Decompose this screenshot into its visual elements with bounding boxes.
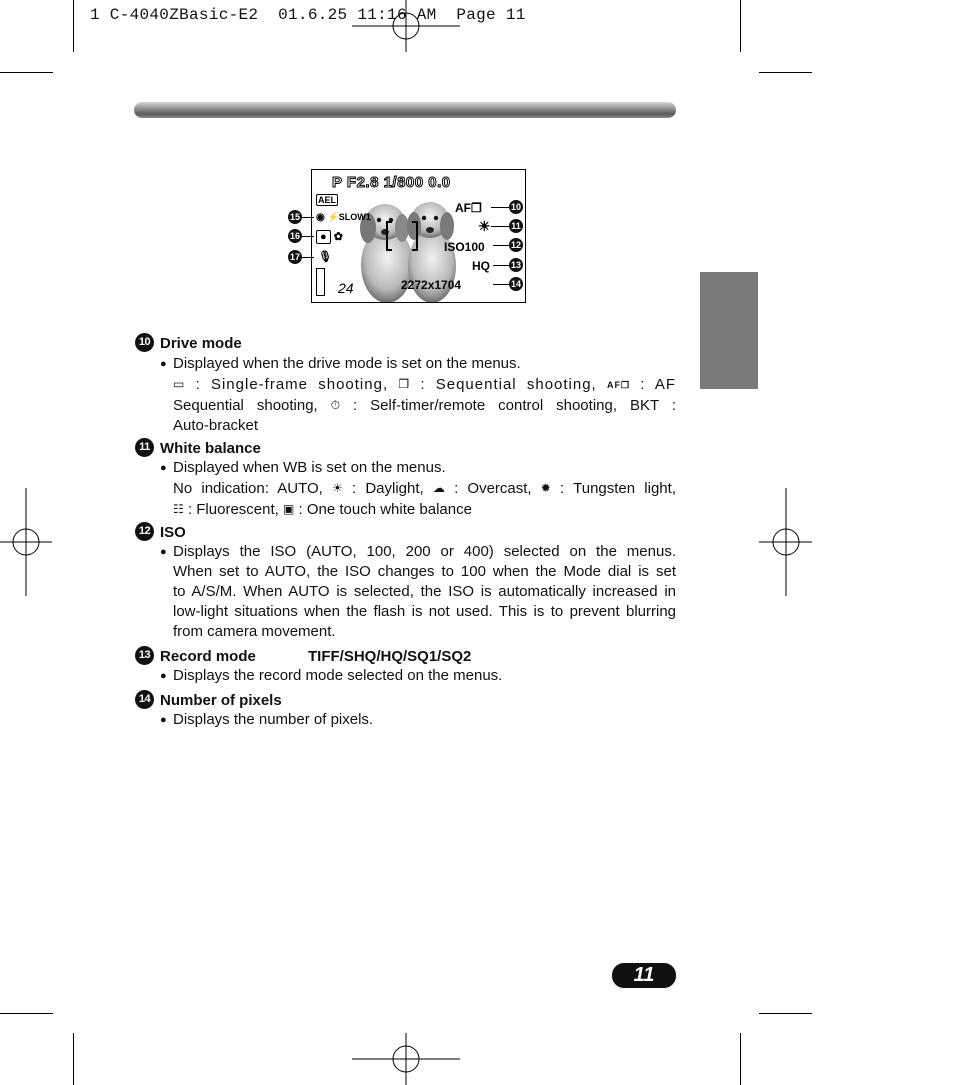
callout-16: 16 [289,231,300,241]
section-title-number-of-pixels: Number of pixels [160,692,282,709]
af-sequential-icon: AF❐ [606,380,631,390]
leader-line [302,257,314,258]
print-header: 1 C-4040ZBasic-E2 01.6.25 11:16 AM Page 11 [90,6,526,24]
callout-17: 17 [289,252,300,262]
number-of-pixels-text: Displays the number of pixels. [173,711,374,728]
one-touch-wb-icon: ▣ [282,502,295,516]
leader-line [302,217,314,218]
callout-12: 12 [510,240,521,250]
chapter-tab [700,272,758,389]
header-rule [134,102,676,118]
section-title-drive-mode: Drive mode [160,335,242,352]
leader-line [493,265,509,266]
self-timer-icon: ⏱ [330,398,341,412]
section-number-13: 13 [135,646,154,665]
spot-metering-icon: ● [316,230,331,244]
single-frame-icon: ▭ [173,377,186,391]
sequential-icon: ❐ [398,377,411,391]
pixels-indicator: 2272x1704 [401,278,462,292]
tungsten-icon: ✹ [540,481,551,495]
fluorescent-icon: ☷ [173,502,184,516]
section-number-10: 10 [135,333,154,352]
bullet: ● [160,546,167,558]
leader-line [493,245,509,246]
daylight-icon: ☀ [332,481,343,495]
section-title-white-balance: White balance [160,440,261,457]
wb-indicator: ☀ [478,218,491,234]
microphone-icon: 🎙 [318,251,332,263]
page-number: 11 [612,963,676,988]
frames-remaining: 24 [338,280,354,296]
section-title-record-mode: Record mode [160,648,256,665]
section-number-14: 14 [135,690,154,709]
record-mode-text: Displays the record mode selected on the menus. [173,667,503,684]
callout-14: 14 [510,279,521,289]
iso-text: Displays the ISO (AUTO, 100, 200 or 400) selected on the menus. When set to AUTO, the ISO changes to 100 when the Mode dial is set to A/S/M. When AUTO is selected, the ISO is automatically increased in low-light situations when the flash is not used. This is to prevent blurring from camera movement. [173,543,676,640]
leader-line [491,207,509,208]
leader-line [302,236,314,237]
lcd-exposure-line: P F2.8 1/800 0.0 [332,174,451,191]
overcast-icon: ☁ [432,481,445,495]
record-mode-indicator: HQ [472,259,490,273]
metering-indicator [316,230,343,243]
white-balance-text: Displayed when WB is set on the menus. No indication: AUTO, ☀ : Daylight, ☁ : Overcast, ✹ : Tungsten light, ☷ : Fluorescent, ▣ : One touch white balance [173,459,676,518]
iso-indicator: ISO100 [444,240,485,254]
bullet: ● [160,714,167,726]
callout-11: 11 [509,219,523,233]
leader-line [491,226,509,227]
red-eye-icon: ◉ [316,212,325,223]
callout-10: 10 [510,202,521,212]
drive-indicator: AF❐ [455,201,482,215]
section-number-12: 12 [135,522,154,541]
lcd-screen-illustration [311,169,526,303]
drive-mode-text: Displayed when the drive mode is set on the menus. ▭ : Single-frame shooting, ❐ : Sequential shooting, AF❐ : AF Sequential shooting, ⏱ : Self-timer/remote control shooting, BKT : Auto-bracket [173,355,676,434]
bullet: ● [160,358,167,370]
bullet: ● [160,462,167,474]
callout-13: 13 [510,260,521,270]
bullet: ● [160,670,167,682]
leader-line [493,284,509,285]
macro-icon: ✿ [333,231,343,243]
section-number-11: 11 [135,438,154,457]
callout-15: 15 [289,212,300,222]
section-title-iso: ISO [160,524,186,541]
record-mode-options: TIFF/SHQ/HQ/SQ1/SQ2 [308,648,472,665]
flash-indicator: ◉ ⚡SLOW1 [316,212,371,223]
ael-indicator: AEL [318,195,336,205]
battery-icon [316,268,325,296]
